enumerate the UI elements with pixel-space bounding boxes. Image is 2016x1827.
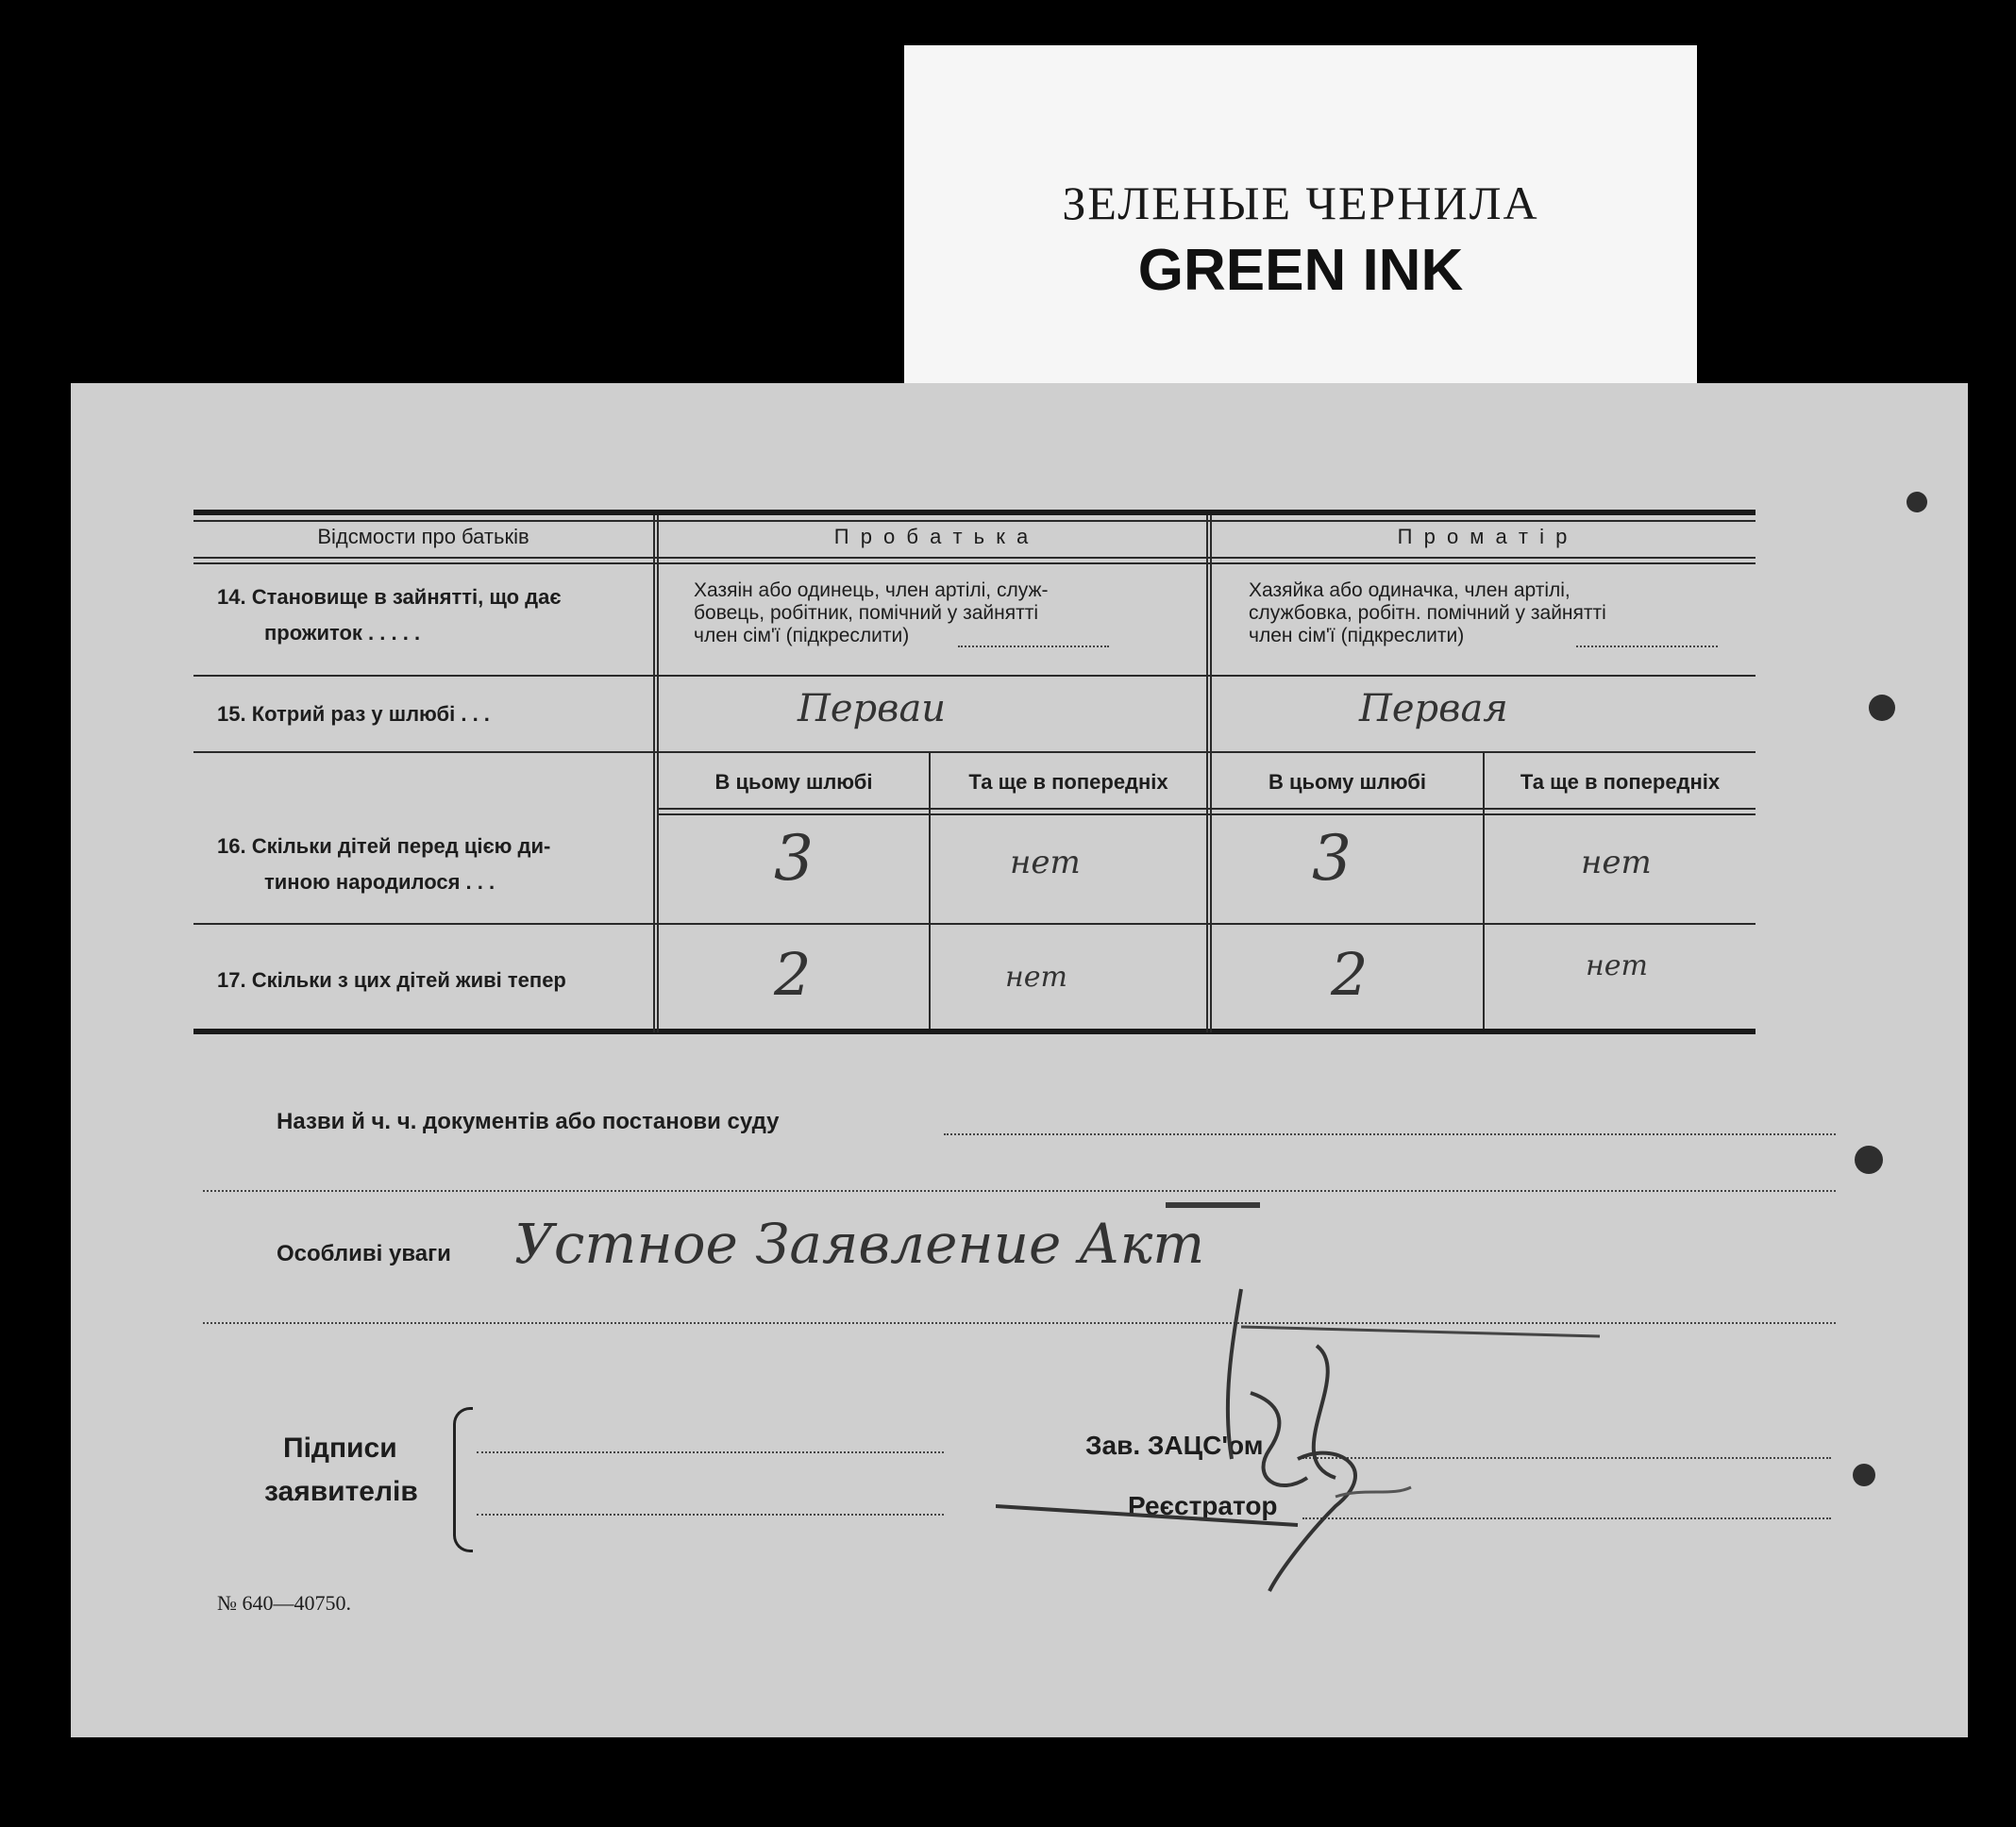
ink-note-card [904,45,1697,385]
head-label: Зав. ЗАЦС'ом [1085,1431,1264,1460]
signature-line-1 [477,1451,944,1453]
row16-label-2: тиною народилося . . . [264,870,496,894]
notes-handwriting: Устное Заявление Акт [514,1212,1205,1276]
table-top-rule [193,510,1756,515]
row16-father-prev-value: нет [1010,844,1081,881]
signature-line-2 [477,1514,944,1516]
row17-father-this-value: 2 [774,940,812,1009]
signatures-label-1: Підписи [283,1433,397,1464]
row15-label: 15. Котрий раз у шлюбі . . . [217,702,490,726]
header-mother: П р о м а т і р [1397,525,1571,548]
subheader-mother-prev: Та ще в попередніх [1520,770,1721,794]
row14-father-2: бовець, робітник, помічний у зайнятті [694,602,1039,624]
notes-label: Особливі уваги [277,1241,451,1266]
row14-mother-3: член сім'ї (підкреслити) [1249,625,1465,646]
header-parents-info: Відсмости про батьків [317,525,529,548]
row14-mother-2: службовка, робітн. помічний у зайнятті [1249,602,1606,624]
row16-bottom-rule [193,923,1756,925]
subheader-mother-this: В цьому шлюбі [1268,770,1427,794]
signature-scribble [996,1270,1638,1610]
header-bottom-rule [193,557,1756,559]
row16-mother-prev-value: нет [1581,844,1652,881]
signatures-label-2: заявителів [264,1476,418,1507]
header-father: П р о б а т ь к а [833,525,1032,548]
row17-mother-prev-value: нет [1586,949,1648,982]
row14-label-2: прожиток . . . . . [264,621,421,645]
form-number: № 640—40750. [217,1591,351,1615]
row17-mother-this-value: 2 [1331,940,1369,1009]
row16-label-1: 16. Скільки дітей перед цією ди- [217,834,551,858]
row14-father-1: Хазяін або одинець, член артілі, служ- [694,579,1049,601]
ink-note-english: GREEN INK [1137,238,1464,303]
row17-father-prev-value: нет [1005,961,1067,994]
row14-mother-1: Хазяйка або одиначка, член артілі, [1249,579,1571,601]
row14-label-1: 14. Становище в зайнятті, що дає [217,585,562,609]
row15-father-handwriting: Перваи [798,687,947,730]
row15-bottom-rule [193,751,1756,753]
registrar-label: Реєстратор [1128,1491,1278,1520]
row14-bottom-rule [193,675,1756,677]
row16-father-this-value: 3 [774,822,814,895]
documents-label: Назви й ч. ч. документів або постанови суду [277,1109,780,1134]
row17-label: 17. Скільки з цих дітей живі тепер [217,968,566,992]
row14-father-3: член сім'ї (підкреслити) [694,625,910,646]
documents-line [944,1133,1836,1135]
table-bottom-rule [193,1029,1756,1034]
signatures-brace [453,1407,473,1552]
subheader-father-prev: Та ще в попередніх [968,770,1168,794]
row16-mother-this-value: 3 [1312,822,1352,895]
subheader-father-this: В цьому шлюбі [714,770,873,794]
row15-mother-handwriting: Первая [1359,687,1508,730]
ink-note-russian: ЗЕЛЕНЫЕ ЧЕРНИЛА [1062,176,1539,229]
registry-form [71,383,1968,1737]
